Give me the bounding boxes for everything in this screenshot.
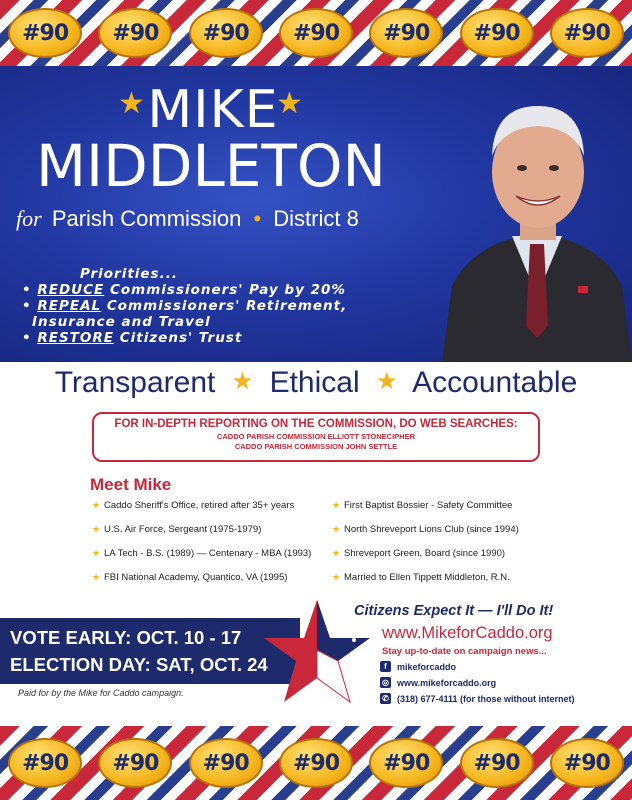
star-icon: ★ — [276, 87, 303, 120]
election-day-text: ELECTION DAY: SAT, OCT. 24 — [10, 654, 268, 675]
tagline-word: Transparent — [54, 366, 216, 399]
star-icon: ★ — [375, 368, 398, 395]
number-badge: #90 — [98, 738, 172, 788]
tagline — [0, 366, 632, 400]
star-icon: ★ — [92, 548, 101, 558]
slogan: Citizens Expect It — I'll Do It! — [354, 603, 554, 619]
list-item: ★ Caddo Sheriff's Office, retired after 35+ years — [92, 500, 295, 511]
district-name: District 8 — [273, 206, 359, 231]
reporting-box — [92, 412, 540, 462]
for-label: for — [16, 206, 42, 231]
number-badge: #90 — [279, 8, 353, 58]
star-icon: ★ — [92, 524, 101, 534]
top-badge-band — [0, 0, 632, 66]
number-badge: #90 — [550, 738, 624, 788]
tagline-word: Accountable — [412, 366, 578, 399]
facebook-contact[interactable]: f mikeforcaddo — [380, 661, 456, 672]
star-icon: ★ — [332, 524, 341, 534]
number-badge: #90 — [369, 738, 443, 788]
meet-list-left — [92, 500, 311, 596]
star-icon: ★ — [332, 500, 341, 510]
number-badge: #90 — [8, 738, 82, 788]
list-item: ★ U.S. Air Force, Sergeant (1975-1979) — [92, 524, 262, 535]
reporting-heading: FOR IN-DEPTH REPORTING ON THE COMMISSION, DO WEB SEARCHES: — [114, 418, 518, 430]
meet-list-right — [332, 500, 519, 596]
priorities-list — [22, 266, 347, 346]
list-item: ★ LA Tech - B.S. (1989) — Centenary - MBA (1993) — [92, 548, 312, 559]
number-badge: #90 — [550, 8, 624, 58]
list-item: ★ First Baptist Bossier - Safety Committee — [332, 500, 513, 511]
meet-mike-heading: Meet Mike — [90, 475, 172, 494]
number-badge: #90 — [460, 8, 534, 58]
priority-item: • RESTORE Citizens' Trust — [22, 330, 243, 346]
candidate-last-name: MIDDLETON — [36, 132, 386, 200]
stay-updated-text: Stay up-to-date on campaign news... — [382, 646, 547, 657]
list-item: ★ Married to Ellen Tippett Middleton, R.N. — [332, 572, 510, 583]
list-item: ★ Shreveport Green, Board (since 1990) — [332, 548, 506, 559]
number-badge: #90 — [189, 8, 263, 58]
website-link[interactable]: www.MikeforCaddo.org — [382, 624, 553, 642]
star-icon: ★ — [231, 368, 254, 395]
candidate-portrait — [442, 76, 632, 362]
candidate-first-name: MIKE — [147, 80, 279, 140]
web-contact[interactable]: ◎ www.mikeforcaddo.org — [382, 677, 497, 688]
star-icon: ★ — [92, 500, 101, 510]
web-icon: ◎ — [380, 677, 391, 688]
star-icon: ★ — [332, 572, 341, 582]
priority-item: • REPEAL Commissioners' Retirement, — [22, 298, 348, 314]
number-badge: #90 — [279, 738, 353, 788]
vote-banner — [0, 618, 300, 684]
number-badge: #90 — [98, 8, 172, 58]
bottom-badge-band — [0, 726, 632, 800]
priorities-heading: Priorities... — [80, 266, 178, 282]
number-badge: #90 — [8, 8, 82, 58]
number-badge: #90 — [369, 8, 443, 58]
dot-separator: • — [253, 206, 262, 231]
star-icon: ★ — [118, 87, 145, 120]
facebook-icon: f — [380, 661, 391, 672]
hero-section — [0, 66, 632, 362]
tagline-word: Ethical — [269, 366, 360, 399]
search-term: CADDO PARISH COMMISSION JOHN SETTLE — [234, 442, 398, 451]
star-icon: ★ — [92, 572, 101, 582]
office-line — [16, 206, 359, 232]
list-item: ★ FBI National Academy, Quantico, VA (1995) — [92, 572, 288, 583]
office-name: Parish Commission — [51, 206, 242, 231]
priority-item: Insurance and Travel — [32, 314, 211, 330]
number-badge: #90 — [189, 738, 263, 788]
phone-icon: ✆ — [380, 693, 391, 704]
vote-early-text: VOTE EARLY: OCT. 10 - 17 — [10, 627, 242, 648]
priority-item: • REDUCE Commissioners' Pay by 20% — [22, 282, 346, 298]
number-badge: #90 — [460, 738, 534, 788]
search-term: CADDO PARISH COMMISSION ELLIOTT STONECIPHER — [216, 432, 416, 441]
star-icon: ★ — [332, 548, 341, 558]
phone-contact[interactable]: ✆ (318) 677-4111 (for those without internet) — [380, 693, 575, 704]
paid-for-disclaimer: Paid for by the Mike for Caddo campaign. — [18, 688, 184, 698]
list-item: ★ North Shreveport Lions Club (since 1994) — [332, 524, 519, 535]
